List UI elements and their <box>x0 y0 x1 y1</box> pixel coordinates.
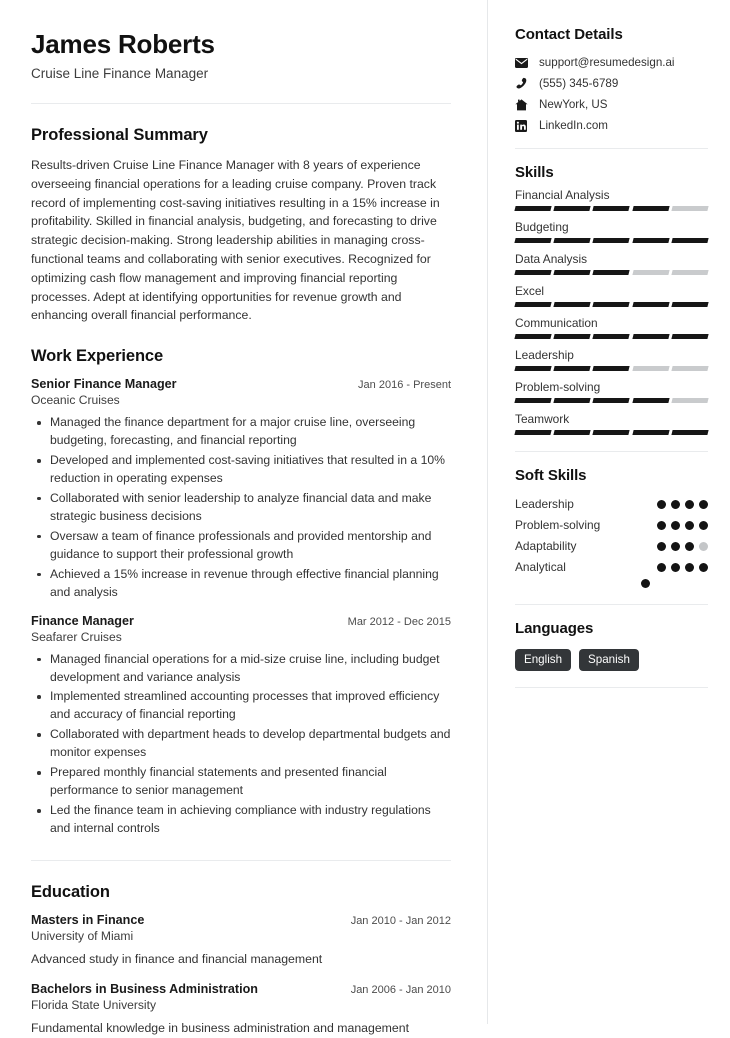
soft-skill-dot <box>671 521 680 530</box>
work-entry-date: Mar 2012 - Dec 2015 <box>347 615 451 628</box>
education-description: Fundamental knowledge in business administration and management <box>31 1020 410 1035</box>
work-entry-role: Senior Finance Manager <box>31 377 177 392</box>
skill-row <box>515 375 708 403</box>
skill-level-segment <box>514 238 551 243</box>
soft-skill-dot <box>657 542 666 551</box>
soft-skill-dot <box>699 542 708 551</box>
soft-skill-dot <box>671 563 680 572</box>
section-contact-details <box>515 26 708 132</box>
education-degree: Bachelors in Business Administration <box>31 981 258 996</box>
skill-level-segment <box>671 302 708 307</box>
skill-level-bar <box>515 302 708 307</box>
soft-skill-dot <box>699 563 708 572</box>
work-bullet-item: Oversaw a team of finance professionals and provided mentorship and guidance to support their professional growth <box>48 528 451 564</box>
contact-heading: Contact Details <box>515 26 623 43</box>
work-entry-bullets <box>31 651 451 838</box>
education-school: Florida State University <box>31 997 157 1012</box>
soft-skills-heading: Soft Skills <box>515 467 587 484</box>
skill-level-bar <box>515 238 708 243</box>
skill-label: Data Analysis <box>515 252 588 266</box>
work-bullet-item: Developed and implemented cost-saving initiatives that resulted in a 10% reduction in operating expenses <box>48 452 451 488</box>
soft-skill-dot <box>685 521 694 530</box>
work-heading: Work Experience <box>31 347 164 366</box>
education-entry <box>31 982 451 1038</box>
education-entry-header <box>31 982 451 996</box>
section-work-experience <box>31 347 451 838</box>
column-divider <box>487 0 488 1024</box>
skill-level-segment <box>514 366 551 371</box>
soft-skill-extra-dot <box>641 579 650 588</box>
work-entry <box>31 377 451 601</box>
work-entry <box>31 614 451 838</box>
language-pill: English <box>515 649 571 671</box>
section-soft-skills <box>515 467 708 588</box>
work-bullet-item: Collaborated with senior leadership to analyze financial data and make strategic business decisions <box>48 490 451 526</box>
soft-skill-dot <box>671 500 680 509</box>
skill-level-bar <box>515 366 708 371</box>
work-bullet-item: Led the finance team in achieving compliance with industry regulations and internal controls <box>48 802 451 838</box>
contact-value: support@resumedesign.ai <box>539 56 675 69</box>
contact-skills-rule <box>515 148 708 149</box>
skill-level-segment <box>554 398 591 403</box>
skill-level-segment <box>632 430 669 435</box>
skill-row <box>515 215 708 243</box>
skill-level-segment <box>671 270 708 275</box>
skills-soft-rule <box>515 451 708 452</box>
soft-skill-dot <box>685 563 694 572</box>
skill-row <box>515 311 708 339</box>
soft-skill-dots <box>657 521 708 530</box>
skill-row <box>515 407 708 435</box>
education-date: Jan 2010 - Jan 2012 <box>350 914 451 927</box>
skill-level-segment <box>632 398 669 403</box>
contact-row[interactable] <box>515 98 708 111</box>
skill-level-segment <box>514 206 551 211</box>
skill-level-segment <box>671 206 708 211</box>
skill-level-segment <box>554 270 591 275</box>
resume-header <box>31 30 451 81</box>
language-pill: Spanish <box>579 649 639 671</box>
section-languages <box>515 620 708 671</box>
contact-row[interactable] <box>515 77 708 90</box>
section-education <box>31 883 451 1038</box>
work-bullet-item: Managed the finance department for a major cruise line, overseeing budgeting, forecasting, and financial reporting <box>48 414 451 450</box>
candidate-name: James Roberts <box>31 29 215 59</box>
skill-level-segment <box>671 366 708 371</box>
contact-row[interactable] <box>515 119 708 132</box>
skill-label: Leadership <box>515 348 574 362</box>
section-professional-summary <box>31 126 451 325</box>
soft-skill-dot <box>685 500 694 509</box>
contact-value: (555) 345-6789 <box>539 77 619 90</box>
header-rule <box>31 103 451 104</box>
soft-skill-label: Leadership <box>515 497 574 511</box>
soft-skill-dot <box>657 521 666 530</box>
skill-level-segment <box>632 366 669 371</box>
skill-level-segment <box>593 302 630 307</box>
soft-skill-label: Adaptability <box>515 539 577 553</box>
skill-level-segment <box>514 430 551 435</box>
skill-level-segment <box>514 334 551 339</box>
soft-skill-row <box>515 539 708 553</box>
soft-skill-dot <box>657 563 666 572</box>
skill-level-segment <box>632 206 669 211</box>
soft-skill-dot <box>671 542 680 551</box>
home-icon <box>515 98 530 111</box>
skill-level-segment <box>632 302 669 307</box>
education-school: University of Miami <box>31 928 134 943</box>
work-entry-header <box>31 614 451 628</box>
work-bullet-item: Implemented streamlined accounting processes that improved efficiency and accuracy of financial reporting <box>48 688 451 724</box>
skill-level-segment <box>514 270 551 275</box>
contact-list <box>515 56 708 132</box>
phone-icon <box>515 77 530 90</box>
work-entry-date: Jan 2016 - Present <box>358 379 451 392</box>
soft-skill-extra-dot-row <box>515 581 708 588</box>
skill-level-segment <box>554 430 591 435</box>
skill-level-segment <box>593 366 630 371</box>
skill-label: Teamwork <box>515 412 570 426</box>
work-bullet-item: Managed financial operations for a mid-size cruise line, including budget development and variance analysis <box>48 651 451 687</box>
soft-skill-dot <box>699 521 708 530</box>
soft-skill-row <box>515 560 708 574</box>
sidebar-column <box>487 0 730 1024</box>
soft-languages-rule <box>515 604 708 605</box>
skill-level-segment <box>593 238 630 243</box>
skill-level-segment <box>593 206 630 211</box>
work-bullet-item: Prepared monthly financial statements and presented financial performance to senior management <box>48 764 451 800</box>
skill-label: Budgeting <box>515 220 569 234</box>
linkedin-icon <box>515 119 530 132</box>
contact-value: LinkedIn.com <box>539 119 608 132</box>
work-entry-header <box>31 377 451 391</box>
contact-row[interactable] <box>515 56 708 69</box>
skill-level-bar <box>515 206 708 211</box>
education-entry-list <box>31 913 451 1038</box>
soft-skill-dots <box>657 500 708 509</box>
skill-level-segment <box>632 270 669 275</box>
skill-label: Communication <box>515 316 598 330</box>
skill-level-bar <box>515 270 708 275</box>
skill-label: Financial Analysis <box>515 188 610 202</box>
work-entry-bullets <box>31 414 451 601</box>
skill-level-bar <box>515 334 708 339</box>
skill-list <box>515 183 708 435</box>
skill-level-segment <box>593 430 630 435</box>
work-entry-organization: Oceanic Cruises <box>31 393 120 408</box>
skill-level-segment <box>671 398 708 403</box>
work-education-rule <box>31 860 451 861</box>
skill-level-segment <box>593 398 630 403</box>
skill-level-segment <box>671 334 708 339</box>
section-skills <box>515 164 708 435</box>
soft-skill-dot <box>699 500 708 509</box>
education-date: Jan 2006 - Jan 2010 <box>350 983 451 996</box>
skill-level-segment <box>554 334 591 339</box>
languages-bottom-rule <box>515 687 708 688</box>
skill-level-segment <box>671 238 708 243</box>
soft-skill-dots <box>657 542 708 551</box>
soft-skill-label: Analytical <box>515 560 566 574</box>
skill-level-segment <box>554 366 591 371</box>
education-heading: Education <box>31 882 110 901</box>
skill-row <box>515 247 708 275</box>
skill-level-bar <box>515 430 708 435</box>
skill-level-segment <box>593 334 630 339</box>
skill-row <box>515 183 708 211</box>
skill-level-segment <box>554 206 591 211</box>
work-entry-organization: Seafarer Cruises <box>31 629 122 644</box>
education-degree: Masters in Finance <box>31 912 145 927</box>
skill-row <box>515 343 708 371</box>
summary-heading: Professional Summary <box>31 125 208 144</box>
skill-level-segment <box>632 238 669 243</box>
candidate-job-title: Cruise Line Finance Manager <box>31 65 209 81</box>
work-entry-role: Finance Manager <box>31 613 134 628</box>
skill-level-segment <box>514 302 551 307</box>
skill-level-bar <box>515 398 708 403</box>
contact-value: NewYork, US <box>539 98 608 111</box>
soft-skill-row <box>515 518 708 532</box>
summary-text: Results-driven Cruise Line Finance Manager with 8 years of experience overseeing financial operations for a leading cruise company. Proven track record of implementing cost-saving initiatives resulting in a 15% increase in profitability. Skilled in financial analysis, budgeting, and forecasting to drive strategic decision-making. Strong leadership abilities in managing cross-functional teams and collaborating with senior executives. Recognized for optimizing cash flow management and improving financial reporting processes. Adept at identifying opportunities for revenue growth and enhancing overall financial performance. <box>31 157 440 323</box>
skill-label: Problem-solving <box>515 380 601 394</box>
skill-level-segment <box>593 270 630 275</box>
work-entry-list <box>31 377 451 838</box>
skill-row <box>515 279 708 307</box>
skill-level-segment <box>671 430 708 435</box>
skill-level-segment <box>554 238 591 243</box>
skill-level-segment <box>514 398 551 403</box>
work-bullet-item: Achieved a 15% increase in revenue through effective financial planning and analysis <box>48 566 451 602</box>
work-bullet-item: Collaborated with department heads to develop departmental budgets and monitor expenses <box>48 726 451 762</box>
education-entry-header <box>31 913 451 927</box>
soft-skill-row <box>515 497 708 511</box>
soft-skill-label: Problem-solving <box>515 518 601 532</box>
soft-skill-dot <box>657 500 666 509</box>
languages-heading: Languages <box>515 620 594 637</box>
skill-level-segment <box>632 334 669 339</box>
skill-label: Excel <box>515 284 545 298</box>
skills-heading: Skills <box>515 164 554 181</box>
skill-level-segment <box>554 302 591 307</box>
education-description: Advanced study in finance and financial management <box>31 951 323 966</box>
education-entry <box>31 913 451 969</box>
soft-skill-dot <box>685 542 694 551</box>
soft-skill-dots <box>657 563 708 572</box>
envelope-icon <box>515 56 530 69</box>
language-list <box>515 649 708 671</box>
soft-skill-list <box>515 497 708 574</box>
